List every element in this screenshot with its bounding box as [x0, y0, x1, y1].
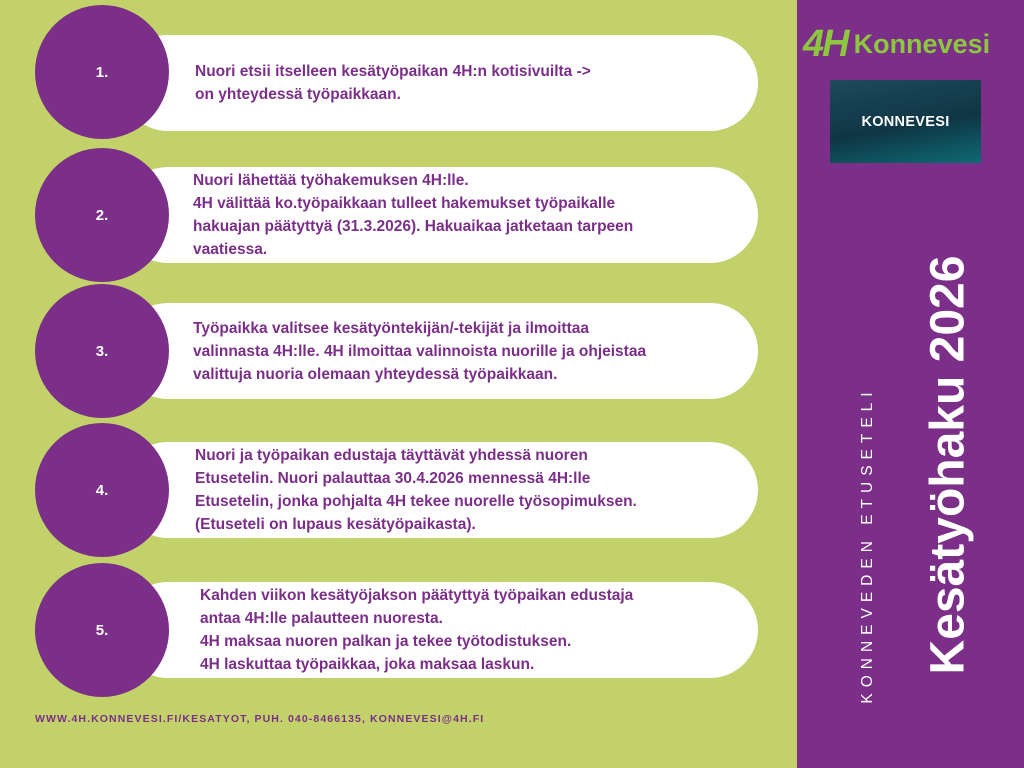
step-2-line-4: vaatiessa.	[193, 241, 268, 258]
step-number-circle-2	[35, 148, 169, 282]
step-1-line-2: on yhteydessä työpaikkaan.	[195, 86, 401, 103]
step-number-4: 4.	[95, 481, 109, 499]
step-4-line-3: Etusetelin, jonka pohjalta 4H tekee nuorelle työsopimuksen.	[195, 493, 637, 510]
step-number-circle-5	[35, 563, 169, 697]
step-card-4	[120, 442, 758, 538]
4h-logo-mark: 4H	[803, 22, 848, 65]
step-5-line-1: Kahden viikon kesätyöjakson päätyttyä työpaikan edustaja	[200, 587, 634, 604]
step-4-line-2: Etusetelin. Nuori palauttaa 30.4.2026 mennessä 4H:lle	[195, 470, 591, 487]
step-number-circle-1	[35, 5, 169, 139]
step-3-line-2: valinnasta 4H:lle. 4H ilmoittaa valinnoista nuorille ja ohjeistaa	[193, 342, 647, 360]
step-1-line-1: Nuori etsii itselleen kesätyöpaikan 4H:n kotisivuilta ->	[195, 63, 591, 80]
step-2-line-1: Nuori lähettää työhakemuksen 4H:lle.	[193, 172, 469, 189]
step-number-1: 1.	[95, 63, 109, 81]
step-5-line-2: antaa 4H:lle palautteen nuoresta.	[200, 610, 443, 627]
step-4-line-4: (Etuseteli on lupaus kesätyöpaikasta).	[195, 516, 476, 533]
step-2-line-2: 4H välittää ko.työpaikkaan tulleet hakemukset työpaikalle	[193, 195, 616, 212]
page-title: Kesätyöhaku 2026	[921, 255, 975, 675]
step-number-3: 3.	[95, 342, 109, 360]
step-text-4	[195, 444, 637, 536]
step-number-5: 5.	[95, 621, 109, 639]
step-text-2	[193, 169, 633, 261]
step-2-line-3: hakuajan päätyttyä (31.3.2026). Hakuaikaa jatketaan tarpeen	[193, 218, 634, 235]
4h-logo-name: Konnevesi	[853, 28, 991, 59]
step-text-3	[193, 317, 646, 386]
contact-footer: WWW.4H.KONNEVESI.FI/KESATYOT, PUH. 040-8466135, KONNEVESI@4H.FI	[35, 713, 485, 725]
step-card-3	[120, 303, 758, 399]
step-text-5	[200, 584, 633, 676]
step-number-circle-4	[35, 423, 169, 557]
step-number-circle-3	[35, 284, 169, 418]
step-text-1	[195, 60, 591, 106]
step-3-line-3: valittuja nuoria olemaan yhteydessä työpaikkaan.	[193, 365, 558, 383]
step-3-line-1: Työpaikka valitsee kesätyöntekijän/-tekijät ja ilmoittaa	[193, 319, 589, 337]
step-5-line-3: 4H maksaa nuoren palkan ja tekee työtodistuksen.	[200, 633, 572, 650]
step-5-line-4: 4H laskuttaa työpaikkaa, joka maksaa laskun.	[200, 656, 535, 673]
4h-konnevesi-logo	[803, 22, 1019, 66]
konnevesi-logo-text: KONNEVESI	[861, 113, 950, 130]
step-card-2	[120, 167, 758, 263]
page-subtitle: KONNEVEDEN ETUSETELI	[859, 386, 876, 704]
step-card-1	[120, 35, 758, 131]
konnevesi-municipality-logo	[830, 80, 981, 163]
step-number-2: 2.	[95, 206, 109, 224]
step-4-line-1: Nuori ja työpaikan edustaja täyttävät yhdessä nuoren	[195, 447, 588, 464]
step-card-5	[120, 582, 758, 678]
